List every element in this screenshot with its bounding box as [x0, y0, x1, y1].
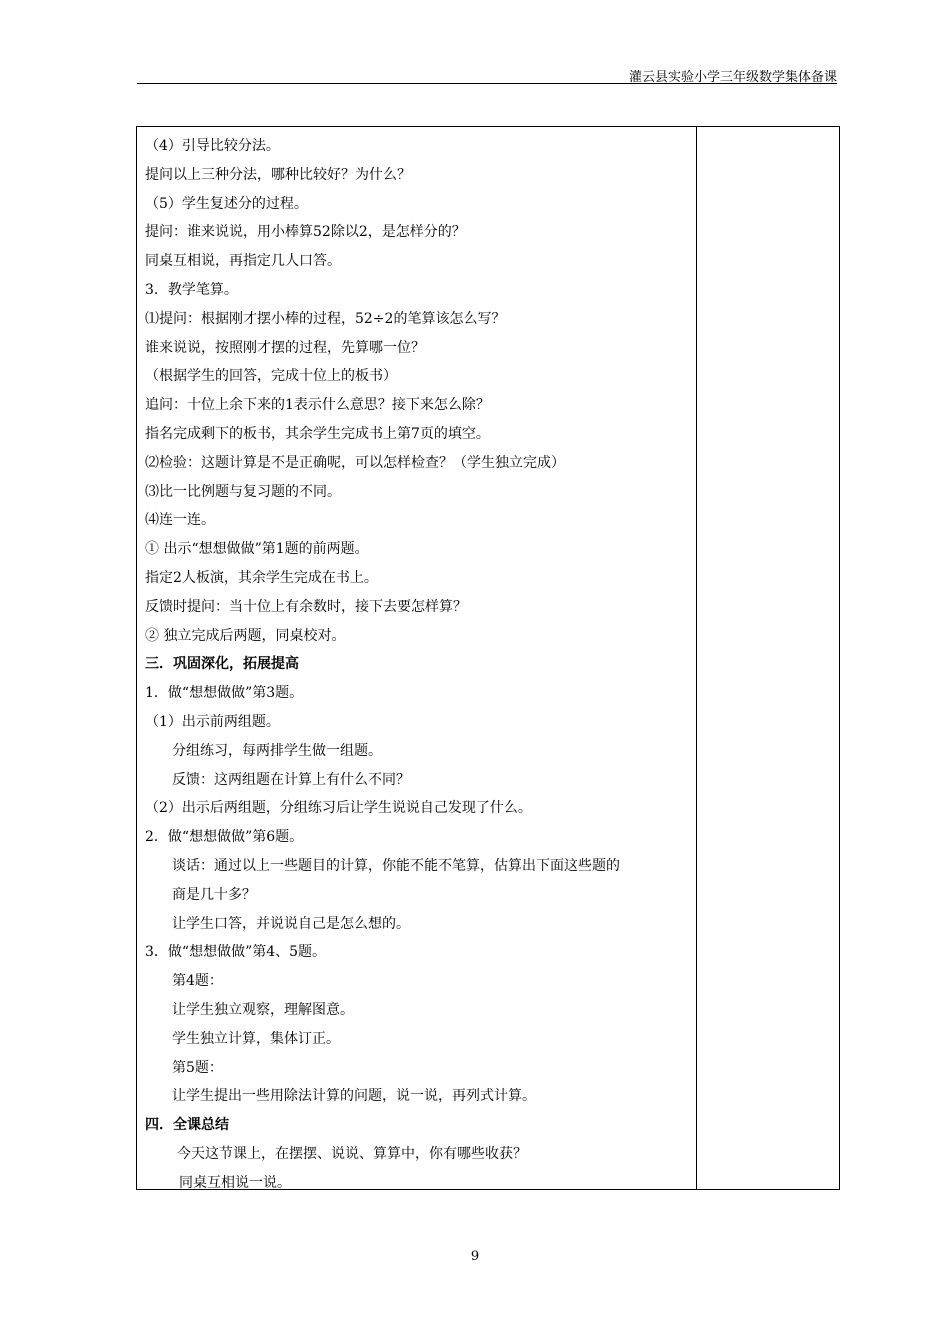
- lesson-line: 谈话：通过以上一些题目的计算，你能不能不笔算，估算出下面这些题的: [172, 857, 620, 874]
- lesson-line: 第5题：: [172, 1059, 223, 1076]
- lesson-line: （根据学生的回答，完成十位上的板书）: [145, 368, 397, 385]
- lesson-plan-table: [136, 126, 840, 1190]
- column-divider: [696, 127, 697, 1189]
- lesson-line: 指名完成剩下的板书，其余学生完成书上第7页的填空。: [145, 425, 490, 442]
- lesson-line: 让学生提出一些用除法计算的问题，说一说，再列式计算。: [172, 1088, 536, 1105]
- lesson-line: 3．教学笔算。: [145, 281, 238, 298]
- lesson-line: 1．做“想想做做”第3题。: [145, 685, 304, 702]
- lesson-line: 同桌互相说一说。: [179, 1174, 291, 1191]
- lesson-line: ② 独立完成后两题，同桌校对。: [145, 627, 346, 644]
- lesson-line: ① 出示“想想做做”第1题的前两题。: [145, 541, 369, 558]
- page-number: 9: [470, 1249, 480, 1264]
- lesson-line: 商是几十多？: [172, 886, 256, 903]
- lesson-line: 谁来说说，按照刚才摆的过程，先算哪一位？: [145, 339, 425, 356]
- lesson-line: 提问以上三种分法，哪种比较好？为什么？: [145, 166, 411, 183]
- lesson-line: ⑵检验：这题计算是不是正确呢，可以怎样检查？（学生独立完成）: [145, 454, 565, 471]
- lesson-line: 反馈时提问：当十位上有余数时，接下去要怎样算？: [145, 598, 467, 615]
- lesson-line: 3．做“想想做做”第4、5题。: [145, 944, 327, 961]
- lesson-line: 第4题：: [172, 973, 223, 990]
- lesson-line: 提问：谁来说说，用小棒算52除以2，是怎样分的？: [145, 224, 466, 241]
- lesson-line: 指定2人板演，其余学生完成在书上。: [145, 569, 378, 586]
- lesson-line: （5）学生复述分的过程。: [145, 195, 308, 212]
- lesson-line: ⑷连一连。: [145, 512, 215, 529]
- header-rule: [137, 83, 837, 84]
- lesson-line: 让学生独立观察，理解图意。: [172, 1001, 354, 1018]
- lesson-line: ⑶比一比例题与复习题的不同。: [145, 483, 341, 500]
- lesson-line: ⑴提问：根据刚才摆小棒的过程，52÷2的笔算该怎么写？: [145, 310, 506, 327]
- lesson-line: （4）引导比较分法。: [145, 138, 280, 154]
- section-heading: 三．巩固深化，拓展提高: [145, 656, 299, 673]
- lesson-content-cell: [145, 132, 693, 1197]
- page-header-title: 灌云县实验小学三年级数学集体备课: [628, 70, 837, 85]
- lesson-line: 2．做“想想做做”第6题。: [145, 829, 304, 846]
- lesson-line: 学生独立计算，集体订正。: [172, 1030, 340, 1047]
- lesson-line: 今天这节课上，在摆摆、说说、算算中，你有哪些收获？: [177, 1145, 527, 1162]
- section-heading: 四．全课总结: [145, 1117, 229, 1134]
- lesson-line: 分组练习，每两排学生做一组题。: [172, 742, 382, 759]
- lesson-line: 反馈：这两组题在计算上有什么不同？: [172, 771, 410, 788]
- lesson-line: （1）出示前两组题。: [145, 713, 280, 730]
- lesson-line: （2）出示后两组题，分组练习后让学生说说自己发现了什么。: [145, 800, 532, 817]
- lesson-line: 让学生口答，并说说自己是怎么想的。: [172, 915, 410, 932]
- lesson-line: 追问：十位上余下来的1表示什么意思？接下来怎么除？: [145, 397, 490, 414]
- lesson-line: 同桌互相说，再指定几人口答。: [145, 253, 341, 270]
